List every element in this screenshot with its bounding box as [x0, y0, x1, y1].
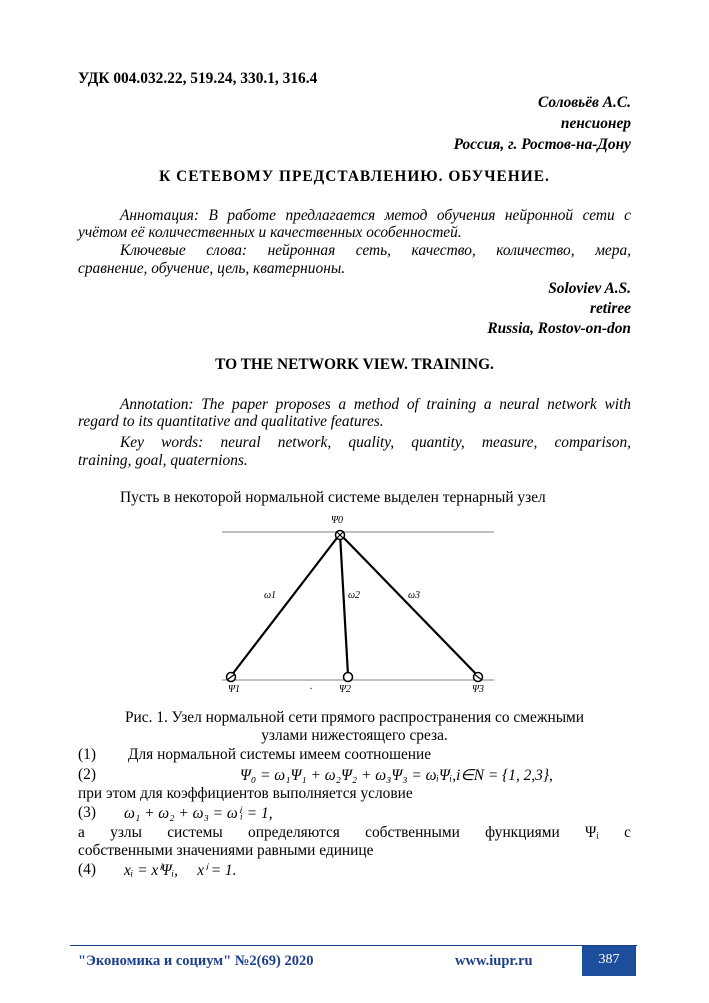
label-psi3: Ψ3: [472, 684, 485, 695]
figure-caption-line1: Рис. 1. Узел нормальной сети прямого распространения со смежными: [124, 709, 585, 726]
abstract-ru-line2: учётом её количественных и качественных особенностей.: [78, 224, 462, 241]
abstract-en-line1: Annotation: The paper proposes a method of training a neural network with: [120, 396, 631, 413]
label-omega3: ω3: [408, 590, 421, 601]
eq1-number: (1): [78, 746, 96, 763]
label-psi0: Ψ0: [331, 515, 344, 526]
eq4-number: (4): [78, 861, 96, 878]
label-omega2: ω2: [348, 590, 361, 601]
edge-omega2: [340, 534, 348, 675]
udc-code: УДК 004.032.22, 519.24, 330.1, 316.4: [78, 70, 318, 87]
edge-omega1: [231, 534, 340, 676]
keywords-ru-line1: Ключевые слова: нейронная сеть, качество, количество, мера,: [120, 242, 631, 259]
abstract-ru-line1: Аннотация: В работе предлагается метод обучения нейронной сети с: [120, 207, 631, 224]
label-psi2: Ψ2: [339, 684, 352, 695]
condition-text: при этом для коэффициентов выполняется условие: [78, 785, 413, 802]
eq4-formula: xᵢ = xⁱΨᵢ, xⁱ = 1.: [124, 862, 237, 879]
journal-name: "Экономика и социум" №2(69) 2020: [78, 953, 314, 969]
eq2-formula: Ψ₀ = ω₁Ψ₁ + ω₂Ψ₂ + ω₃Ψ₃ = ωᵢΨᵢ,i∈N = {1, 2,3},: [240, 767, 553, 784]
intro-paragraph: Пусть в некоторой нормальной системе выделен тернарный узел: [120, 489, 546, 506]
eq3-formula: ω₁ + ω₂ + ω₃ = ωⁱᵢ = 1,: [124, 805, 273, 822]
network-node-figure: [210, 508, 510, 698]
location-en: Russia, Rostov-on-don: [487, 320, 631, 337]
keywords-en-line1: Key words: neural network, quality, quantity, measure, comparison,: [120, 434, 631, 451]
eq2-number: (2): [78, 766, 96, 783]
keywords-en-line2: training, goal, quaternions.: [78, 452, 248, 469]
keywords-ru-line2: сравнение, обучение, цель, кватернионы.: [78, 260, 346, 277]
position-ru: пенсионер: [560, 115, 631, 132]
page-number: 387: [582, 946, 636, 976]
eq3-number: (3): [78, 804, 96, 821]
abstract-en-line2: regard to its quantitative and qualitative features.: [78, 413, 384, 430]
edge-omega3: [340, 534, 478, 676]
eq1-text: Для нормальной системы имеем соотношение: [128, 746, 432, 763]
node-psi2: [344, 673, 353, 682]
footer-rule: [70, 945, 637, 946]
title-ru: К СЕТЕВОМУ ПРЕДСТАВЛЕНИЮ. ОБУЧЕНИЕ.: [159, 168, 550, 185]
position-en: retiree: [589, 300, 631, 317]
figure-caption-line2: узлами нижестоящего среза.: [261, 727, 448, 744]
label-psi1: Ψ1: [228, 684, 241, 695]
nodes-text-line2: собственными значениями равными единице: [78, 842, 374, 859]
label-omega1: ω1: [264, 590, 277, 601]
journal-site-link[interactable]: www.iupr.ru: [455, 953, 533, 969]
nodes-text-line1: а узлы системы определяются собственными функциями Ψᵢ с: [78, 824, 631, 841]
title-en: TO THE NETWORK VIEW. TRAINING.: [215, 356, 494, 373]
author-en: Soloviev A.S.: [548, 280, 631, 297]
label-dot: .: [310, 681, 313, 692]
author-ru: Соловьёв А.С.: [538, 94, 631, 111]
location-ru: Россия, г. Ростов-на-Дону: [453, 136, 631, 153]
